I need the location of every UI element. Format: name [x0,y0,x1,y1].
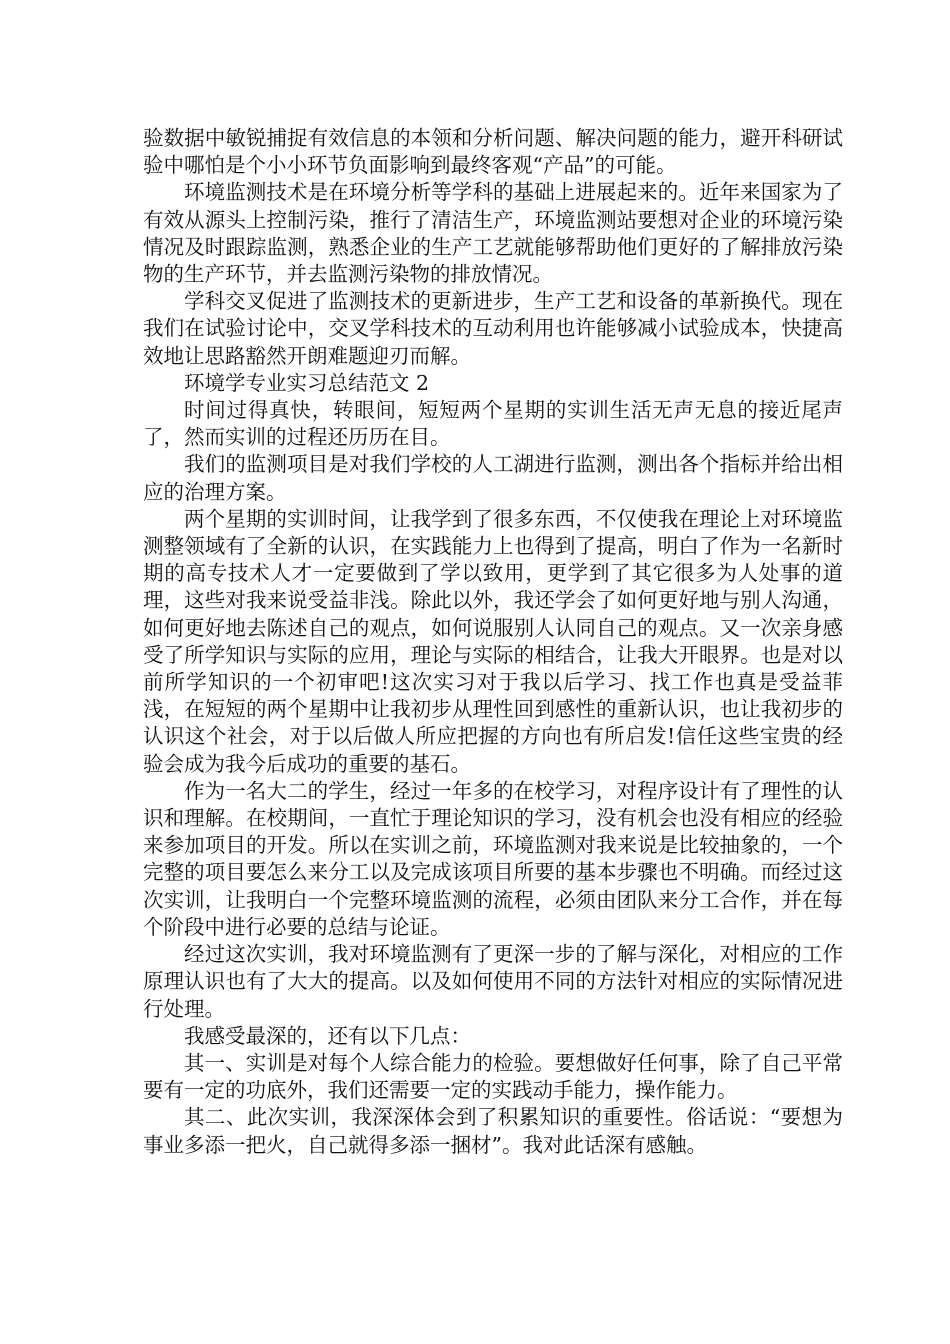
document-body [143,125,843,1159]
paragraph-two-weeks: 两个星期的实训时间，让我学到了很多东西，不仅使我在理论上对环境监测整领域有了全新的认识，在实践能力上也得到了提高，明白了作为一名新时期的高专技术人才一定要做到了学以致用，更学到了其它很多为人处事的道理，这些对我来说受益非浅。除此以外，我还学会了如何更好地与别人沟通，如何更好地去陈述自己的观点，如何说服别人认同自己的观点。又一次亲身感受了所学知识与实际的应用，理论与实际的相结合，让我大开眼界。也是对以前所学知识的一个初审吧!这次实习对于我以后学习、找工作也真是受益菲浅，在短短的两个星期中让我初步从理性回到感性的重新认识，也让我初步的认识这个社会，对于以后做人所应把握的方向也有所启发!信任这些宝贵的经验会成为我今后成功的重要的基石。 [143,506,843,776]
section-heading: 环境学专业实习总结范文 2 [184,370,430,395]
paragraph-sophomore: 作为一名大二的学生，经过一年多的在校学习，对程序设计有了理性的认识和理解。在校期间，一直忙于理论知识的学习，没有机会也没有相应的经验来参加项目的开发。所以在实训之前，环境监测对我来说是比较抽象的，一个完整的项目要怎么来分工以及完成该项目所要的基本步骤也不明确。而经过这次实训，让我明白一个完整环境监测的流程，必须由团队来分工合作，并在每个阶段中进行必要的总结与论证。 [143,778,843,939]
paragraph-feelings-intro: 我感受最深的，还有以下几点： [184,1023,471,1048]
paragraph-deeper-understanding: 经过这次实训，我对环境监测有了更深一步的了解与深化，对相应的工作原理认识也有了大大的提高。以及如何使用不同的方法针对相应的实际情况进行处理。 [143,942,843,1021]
paragraph-point-two: 其二、此次实训，我深深体会到了积累知识的重要性。俗话说：“要想为事业多添一把火，自己就得多添一捆材”。我对此话深有感触。 [143,1105,843,1157]
paragraph-time-passes: 时间过得真快，转眼间，短短两个星期的实训生活无声无息的接近尾声了，然而实训的过程还历历在目。 [143,398,843,450]
paragraph-interdisciplinary: 学科交叉促进了监测技术的更新进步，生产工艺和设备的革新换代。现在我们在试验讨论中，交叉学科技术的互动利用也许能够减小试验成本，快捷高效地让思路豁然开朗难题迎刃而解。 [143,289,843,368]
paragraph-monitoring-tech: 环境监测技术是在环境分析等学科的基础上进展起来的。近年来国家为了有效从源头上控制污染，推行了清洁生产，环境监测站要想对企业的环境污染情况及时跟踪监测，熟悉企业的生产工艺就能够帮助他们更好的了解排放污染物的生产环节，并去监测污染物的排放情况。 [143,180,843,287]
paragraph-point-one: 其一、实训是对每个人综合能力的检验。要想做好任何事，除了自己平常要有一定的功底外，我们还需要一定的实践动手能力，操作能力。 [143,1050,843,1103]
paragraph-project: 我们的监测项目是对我们学校的人工湖进行监测，测出各个指标并给出相应的治理方案。 [143,452,843,504]
paragraph-continuation: 验数据中敏锐捕捉有效信息的本领和分析问题、解决问题的能力，避开科研试验中哪怕是个小小环节负面影响到最终客观“产品”的可能。 [143,126,843,178]
